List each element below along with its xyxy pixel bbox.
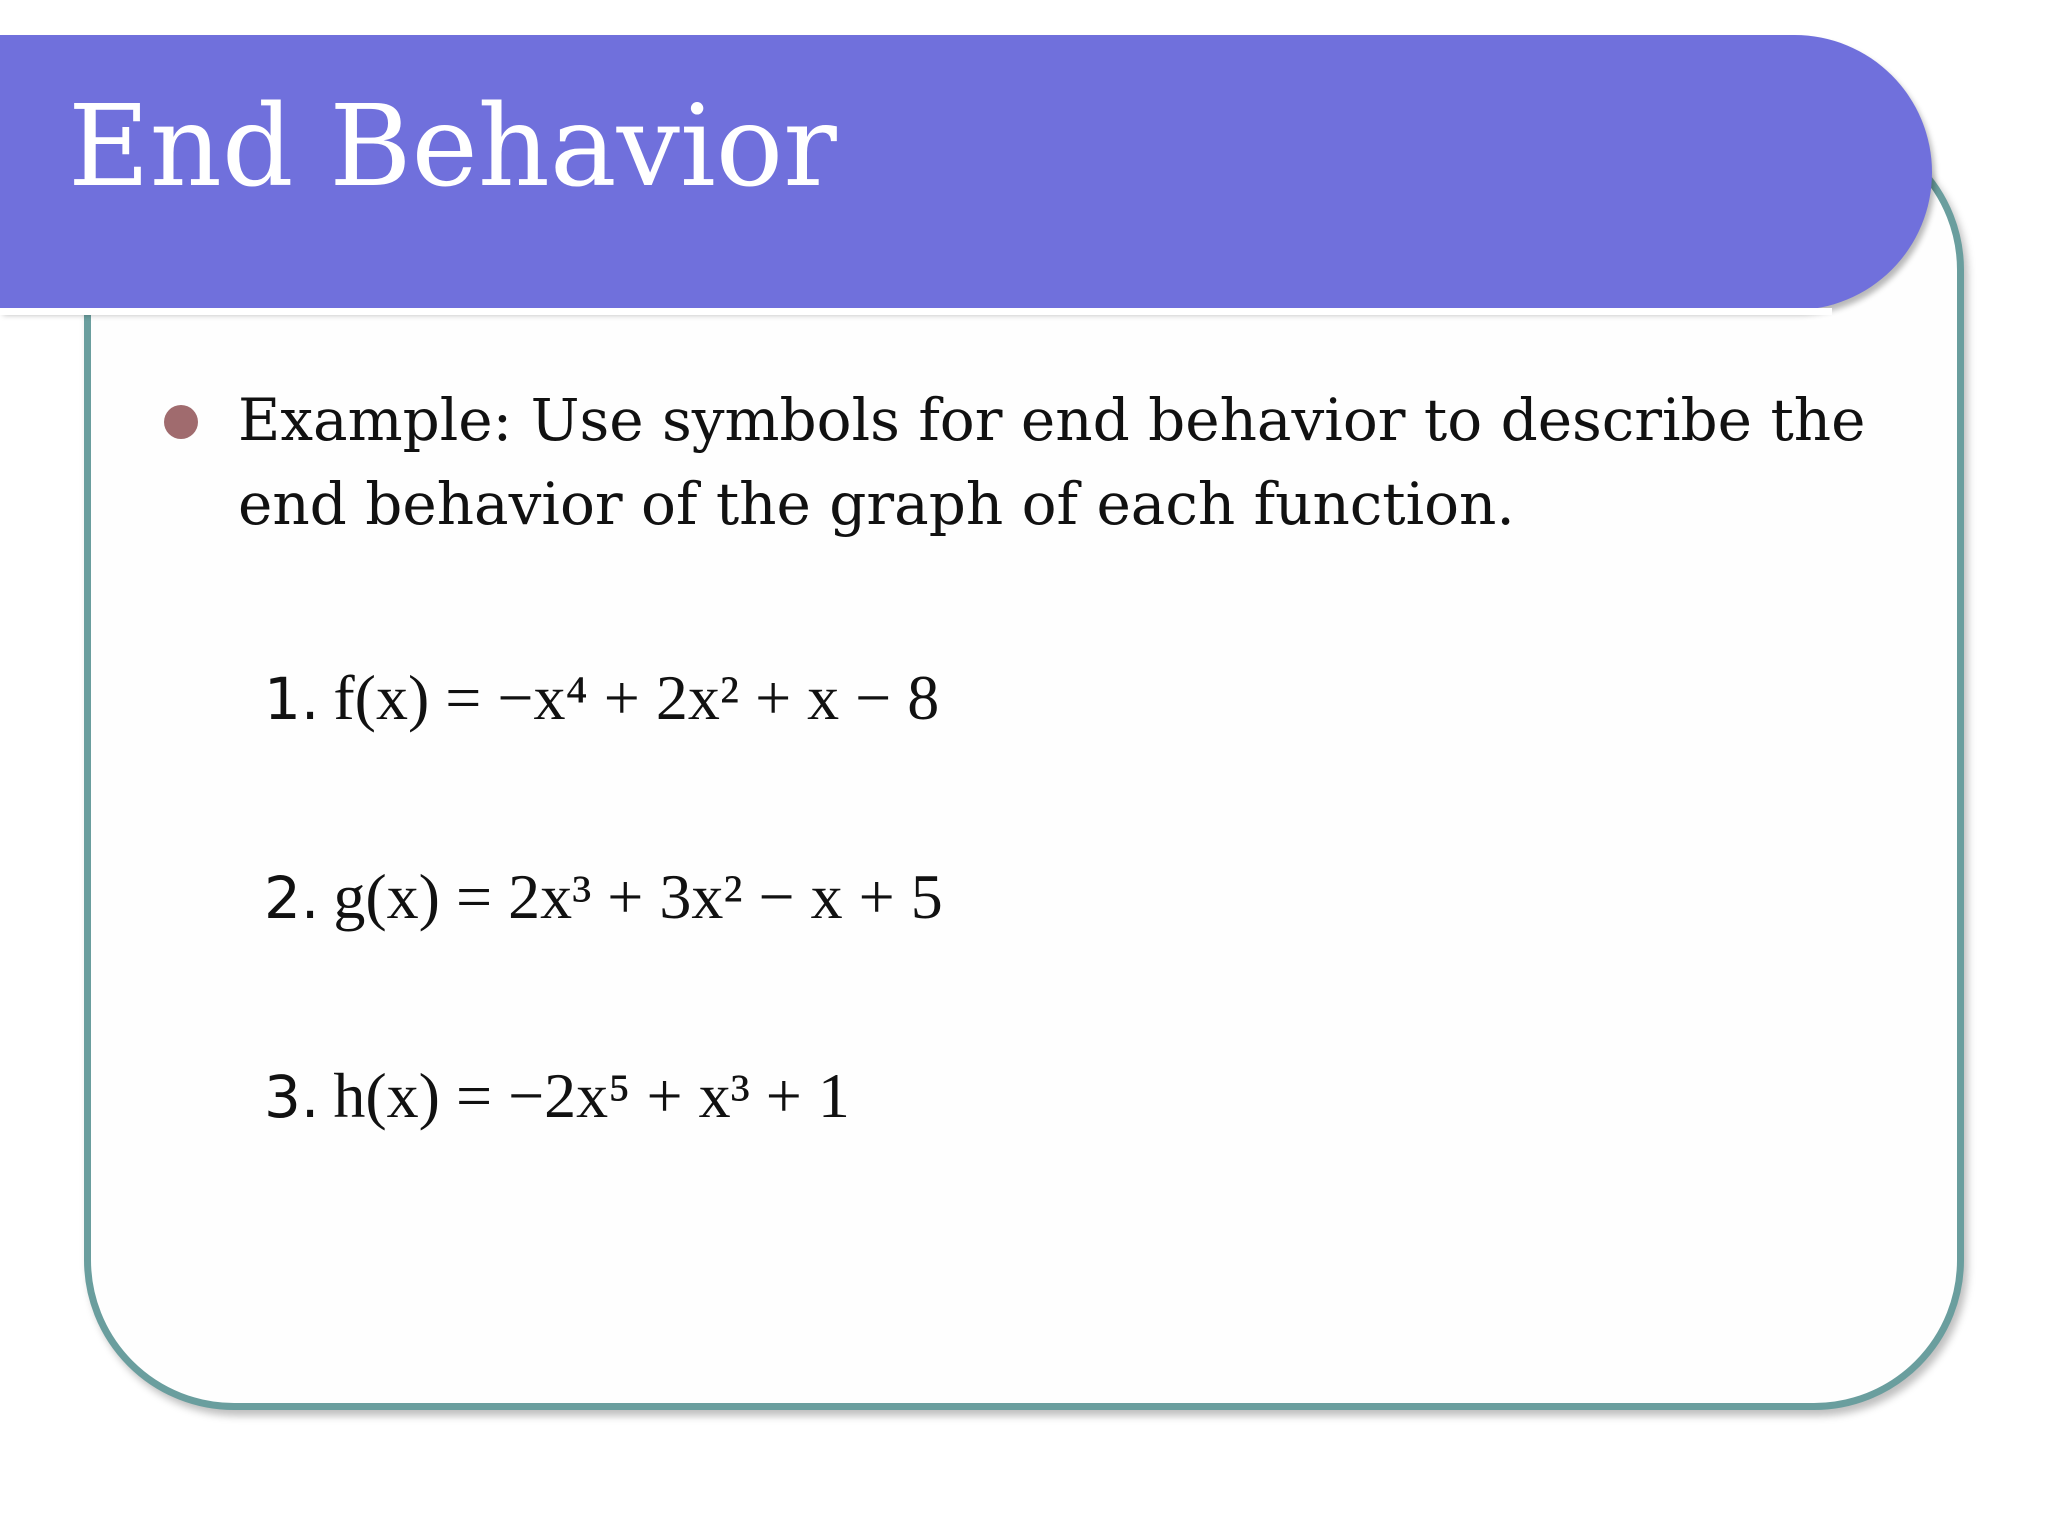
equation-number: 1. — [264, 665, 320, 733]
equation-1 — [264, 662, 940, 733]
equation-2 — [264, 861, 943, 932]
equation-expression: f(x) = −x⁴ + 2x² + x − 8 — [333, 662, 940, 733]
slide-title: End Behavior — [68, 82, 837, 212]
title-underline — [0, 308, 1832, 315]
equation-number: 2. — [264, 864, 320, 932]
equation-number: 3. — [264, 1063, 320, 1131]
bullet-icon — [164, 405, 198, 439]
equation-expression: h(x) = −2x⁵ + x³ + 1 — [333, 1060, 850, 1131]
equation-3 — [264, 1060, 850, 1131]
equation-expression: g(x) = 2x³ + 3x² − x + 5 — [333, 861, 943, 932]
bullet-text: Example: Use symbols for end behavior to describe the end behavior of the graph of each function. — [238, 386, 1866, 538]
